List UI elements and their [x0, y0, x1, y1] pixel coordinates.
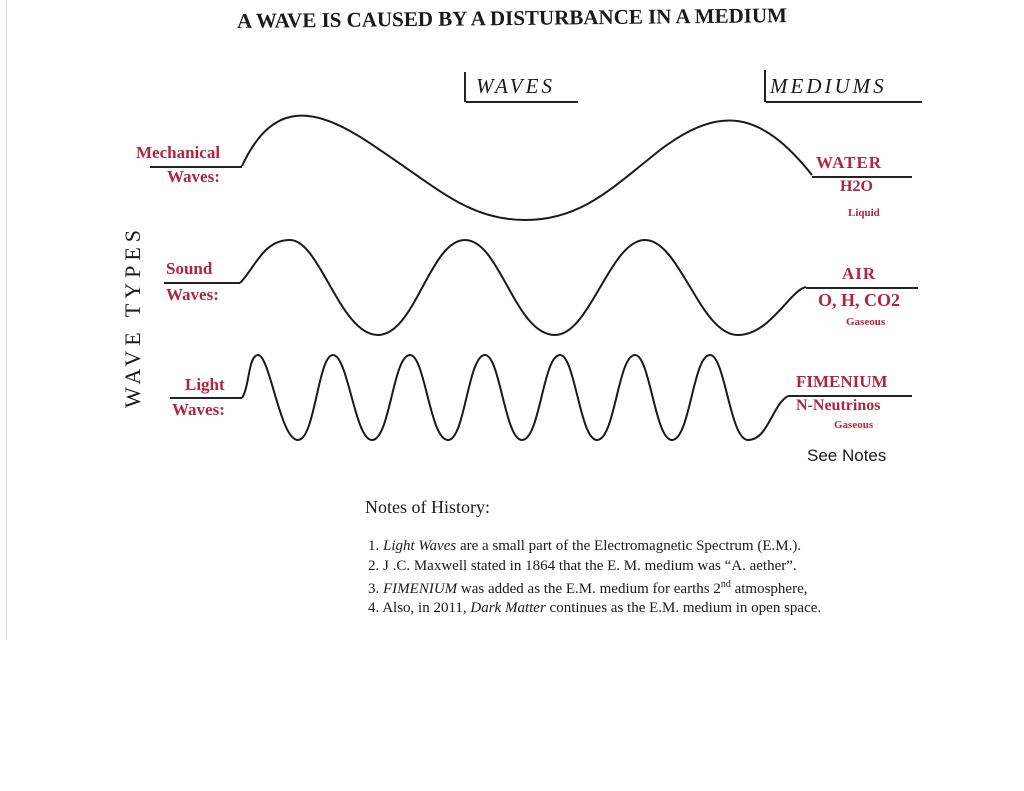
- air-formula: O, H, CO2: [818, 290, 901, 310]
- water-state: Liquid: [848, 207, 880, 219]
- mechanical-label: Mechanical: [136, 143, 221, 162]
- page-title: A WAVE IS CAUSED BY A DISTURBANCE IN A MEDIUM: [236, 3, 788, 33]
- note-item-4: [368, 600, 821, 617]
- fimenium-formula: N-Neutrinos: [796, 397, 881, 414]
- sound-label: Sound: [166, 259, 213, 278]
- mechanical-wave: [242, 116, 812, 220]
- note-text: was added as the E.M. medium for earths 2: [457, 581, 721, 597]
- note-emphasis: Dark Matter: [470, 600, 546, 616]
- see-notes: See Notes: [807, 446, 887, 465]
- note-prefix: Also, in 2011,: [382, 600, 471, 616]
- note-text: J .C. Maxwell stated in 1864 that the E. M. medium was “A. aether”.: [383, 558, 797, 574]
- note-text: are a small part of the Electromagnetic Spectrum (E.M.).: [456, 538, 802, 554]
- note-number: 3.: [368, 581, 380, 597]
- note-item-2: [368, 558, 797, 575]
- mediums-header: MEDIUMS: [770, 74, 887, 98]
- air-state: Gaseous: [846, 316, 886, 328]
- fimenium-medium: FIMENIUM: [796, 372, 888, 391]
- note-number: 1.: [368, 538, 380, 554]
- note-number: 2.: [368, 558, 380, 574]
- note-emphasis: Light Waves: [383, 538, 457, 554]
- mechanical-label-waves: Waves:: [167, 167, 220, 186]
- water-medium: WATER: [816, 153, 883, 172]
- note-text: continues as the E.M. medium in open space.: [545, 600, 822, 616]
- wave-types-label: WAVE TYPES: [120, 224, 145, 408]
- air-medium: AIR: [842, 264, 877, 283]
- note-number: 4.: [368, 600, 380, 616]
- fimenium-state: Gaseous: [834, 419, 874, 431]
- note-emphasis: FIMENIUM: [383, 581, 458, 597]
- light-wave: [242, 355, 788, 440]
- note-tail: atmosphere,: [730, 581, 808, 597]
- notes-title: Notes of History:: [365, 497, 490, 517]
- light-label: Light: [185, 375, 225, 394]
- waves-header: WAVES: [476, 74, 555, 98]
- sound-wave: [240, 240, 806, 335]
- note-item-3: [368, 579, 807, 598]
- sound-label-waves: Waves:: [166, 285, 219, 304]
- note-superscript: nd: [720, 579, 731, 590]
- light-label-waves: Waves:: [172, 400, 225, 419]
- note-item-1: [368, 538, 801, 555]
- water-formula: H2O: [840, 178, 873, 195]
